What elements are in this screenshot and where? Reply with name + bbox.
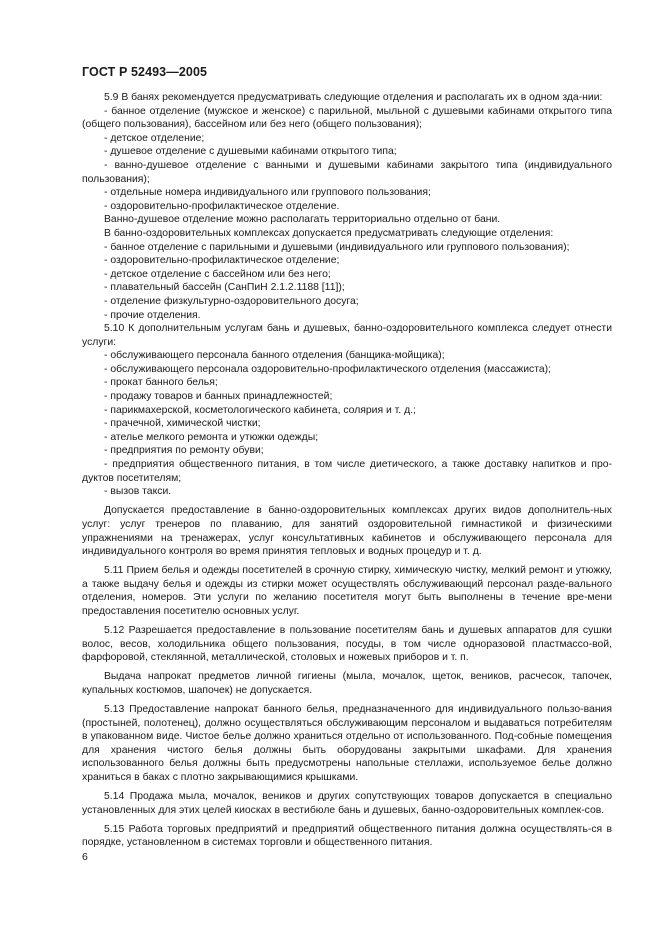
paragraph: - ателье мелкого ремонта и утюжки одежды; — [104, 431, 319, 443]
paragraph: 5.14 Продажа мыла, мочалок, веников и других сопутствующих товаров допускается в специально установленных для этих целей киосках в вестибюле бань и душевых, банно-оздоровительных комплек-сов. — [82, 791, 612, 816]
paragraph: - вызов такси. — [104, 486, 172, 498]
paragraph: Выдача напрокат предметов личной гигиены (мыла, мочалок, щеток, веников, расчесок, тапочек, купальных костюмов, шапочек) не допускается. — [82, 671, 612, 696]
paragraph: - обслуживающего персонала оздоровительно-профилактического отделения (массажиста); — [104, 363, 551, 375]
paragraph: - обслуживающего персонала банного отделения (банщика-мойщика); — [104, 350, 445, 362]
paragraph: - оздоровительно-профилактическое отделение; — [104, 255, 340, 267]
paragraph: 5.11 Прием белья и одежды посетителей в срочную стирку, химическую чистку, мелкий ремонт и утюжку, а также выдачу белья и одежды из стирки может осуществлять обслуживающий персонал разде-вального отделения, номеров. Эти услуги по желанию посетителя могут быть выполнены в течение вре-мени предоставления посетителю основных услуг. — [82, 565, 612, 617]
paragraph: 5.9 В банях рекомендуется предусматривать следующие отделения и располагать их в одном зда-нии: — [104, 92, 603, 103]
paragraph: - прачечной, химической чистки; — [104, 418, 261, 430]
paragraph: Ванно-душевое отделение можно располагать территориально отдельно от бани. — [104, 214, 501, 226]
paragraph: - предприятия общественного питания, в том числе диетического, а также доставку напитков и про-дуктов посетителям; — [82, 459, 612, 484]
paragraph: - душевое отделение с душевыми кабинами открытого типа; — [104, 146, 397, 158]
paragraph: 5.13 Предоставление напрокат банного белья, предназначенного для индивидуального пользо-вания (простыней, полотенец), должно осуществляться обслуживающим персоналом и выдаваться потребителям в упакованном виде. Чистое белье должно храниться отдельно от использованного. Под-собные помещения для хранения чистого белья должны быть оборудованы закрытыми шкафами. Для хранения использованного белья должны быть предусмотрены напольные стеллажи, используемое белье должно храниться в баках с плотно закрывающимися крышками. — [82, 704, 612, 783]
paragraph: 5.15 Работа торговых предприятий и предприятий общественного питания должна осуществлять-ся в порядке, установленном в системах торговли и общественного питания. — [82, 823, 612, 849]
paragraph: - ванно-душевое отделение с ванными и душевыми кабинами закрытого типа (индивидуального пользования); — [82, 159, 612, 185]
paragraph: - детское отделение с бассейном или без него; — [104, 268, 331, 280]
document-body — [82, 91, 612, 850]
paragraph: - предприятия по ремонту обуви; — [104, 445, 264, 457]
paragraph: В банно-оздоровительных комплексах допускается предусматривать следующие отделения: — [104, 227, 554, 239]
paragraph: - детское отделение; — [104, 132, 205, 144]
page-number: 6 — [82, 851, 88, 863]
paragraph: 5.12 Разрешается предоставление в пользование посетителям бань и душевых аппаратов для сушки волос, весов, холодильника общего пользования, посуды, в том числе одноразовой пластмассо-вой, фарфоровой, стеклянной, металлической, столовых и ножевых приборов и т. п. — [82, 625, 612, 664]
document-header: ГОСТ Р 52493—2005 — [82, 65, 208, 79]
paragraph: - отделение физкультурно-оздоровительного досуга; — [104, 295, 359, 307]
paragraph: - прочие отделения. — [104, 309, 201, 321]
paragraph: - банное отделение с парильными и душевыми (индивидуального или группового пользования); — [104, 241, 570, 253]
paragraph: - прокат банного белья; — [104, 377, 218, 389]
paragraph: - плавательный бассейн (СанПиН 2.1.2.1188 [11]); — [104, 282, 345, 294]
paragraph: - продажу товаров и банных принадлежностей; — [104, 391, 333, 403]
paragraph: - оздоровительно-профилактическое отделение. — [104, 200, 340, 212]
paragraph: Допускается предоставление в банно-оздоровительных комплексах других видов дополнитель-ных услуг: услуг тренеров по плаванию, для занятий оздоровительной гимнастикой и физическими упражнениями на тренажерах, услуг консультативных кабинетов и обслуживающего персонала для индивидуального контроля во время принятия тепловых и водных процедур и т. д. — [82, 505, 612, 558]
paragraph: - банное отделение (мужское и женское) с парильной, мыльной с душевыми кабинами открытого типа (общего пользования), бассейном или без него (общего пользования); — [82, 105, 612, 131]
paragraph: - парикмахерской, косметологического кабинета, солярия и т. д.; — [104, 404, 416, 416]
paragraph: - отдельные номера индивидуального или группового пользования; — [104, 187, 431, 199]
paragraph: 5.10 К дополнительным услугам бань и душевых, банно-оздоровительного комплекса следует отнести услуги: — [82, 323, 612, 348]
